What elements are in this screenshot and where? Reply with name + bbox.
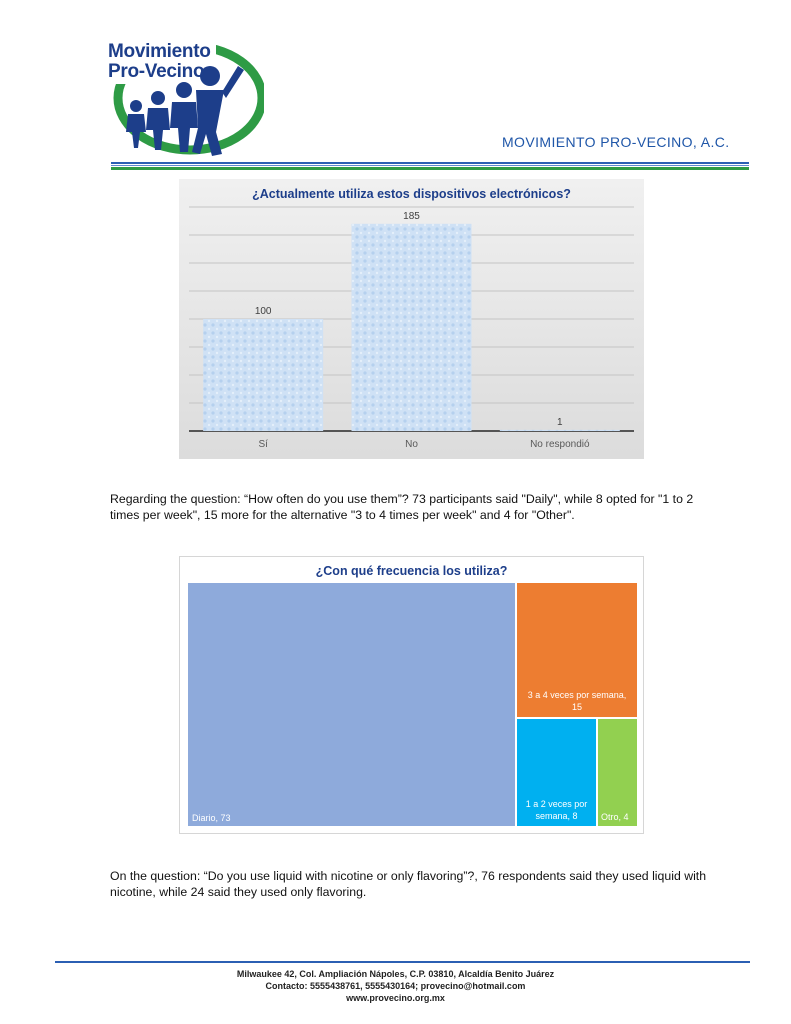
logo [106, 36, 264, 158]
footer-contact: Contacto: 5555438761, 5555430164; provecino@hotmail.com [265, 981, 526, 991]
data-label: 100 [254, 306, 272, 317]
paragraph-frequency: Regarding the question: “How often do you use them”? 73 participants said "Daily", while 8 opted for "1 to 2 times per week", 15 more for the alternative "3 to 4 times per week" and 4 for "Other". [110, 492, 694, 522]
treemap-label [517, 689, 637, 713]
footer [0, 968, 791, 1004]
header-divider-thin [111, 165, 749, 166]
logo-line-1: Movimiento [108, 41, 211, 62]
data-label: 1 [557, 416, 563, 428]
data-label: 185 [403, 210, 420, 222]
treemap-cell-otro [598, 719, 637, 826]
treemap-label: Diario, 73 [192, 813, 231, 823]
treemap-cell-3-4-veces [517, 583, 637, 717]
bar-1 [203, 319, 323, 431]
treemap-cell-1-2-veces [517, 719, 596, 826]
paragraph-nicotine: On the question: “Do you use liquid with nicotine or only flavoring”?, 76 respondents said they used liquid with nicotine, while 24 said they used only flavoring. [110, 869, 707, 899]
treemap-label [517, 798, 596, 822]
treemap-label: Otro, 4 [601, 812, 629, 822]
footer-divider [55, 961, 750, 963]
category-label: No respondió [530, 439, 590, 450]
treemap-label-line: 15 [571, 702, 582, 712]
bar-2 [352, 224, 472, 431]
organization-name: MOVIMIENTO PRO-VECINO, A.C. [502, 134, 730, 150]
logo-line-2: Pro-Vecino [108, 61, 205, 82]
header-divider-green [111, 167, 749, 170]
bar-3 [500, 430, 620, 431]
treemap-label-line: semana, 8 [535, 811, 578, 821]
frequency-treemap [179, 556, 644, 834]
chart-title: ¿Actualmente utiliza estos dispositivos electrónicos? [252, 187, 571, 201]
chart-title: ¿Con qué frecuencia los utiliza? [315, 564, 508, 578]
category-label: No [405, 439, 418, 450]
treemap-cell-diario [188, 583, 515, 826]
category-label: Sí [258, 439, 268, 450]
footer-website: www.provecino.org.mx [346, 993, 445, 1003]
footer-address: Milwaukee 42, Col. Ampliación Nápoles, C.P. 03810, Alcaldía Benito Juárez [236, 969, 555, 979]
bar-chart-plot [179, 179, 644, 459]
treemap-label-line: 3 a 4 veces por semana, [527, 690, 627, 700]
header-divider [111, 162, 749, 164]
devices-bar-chart [179, 179, 644, 459]
treemap-label-line: 1 a 2 veces por [525, 799, 588, 809]
